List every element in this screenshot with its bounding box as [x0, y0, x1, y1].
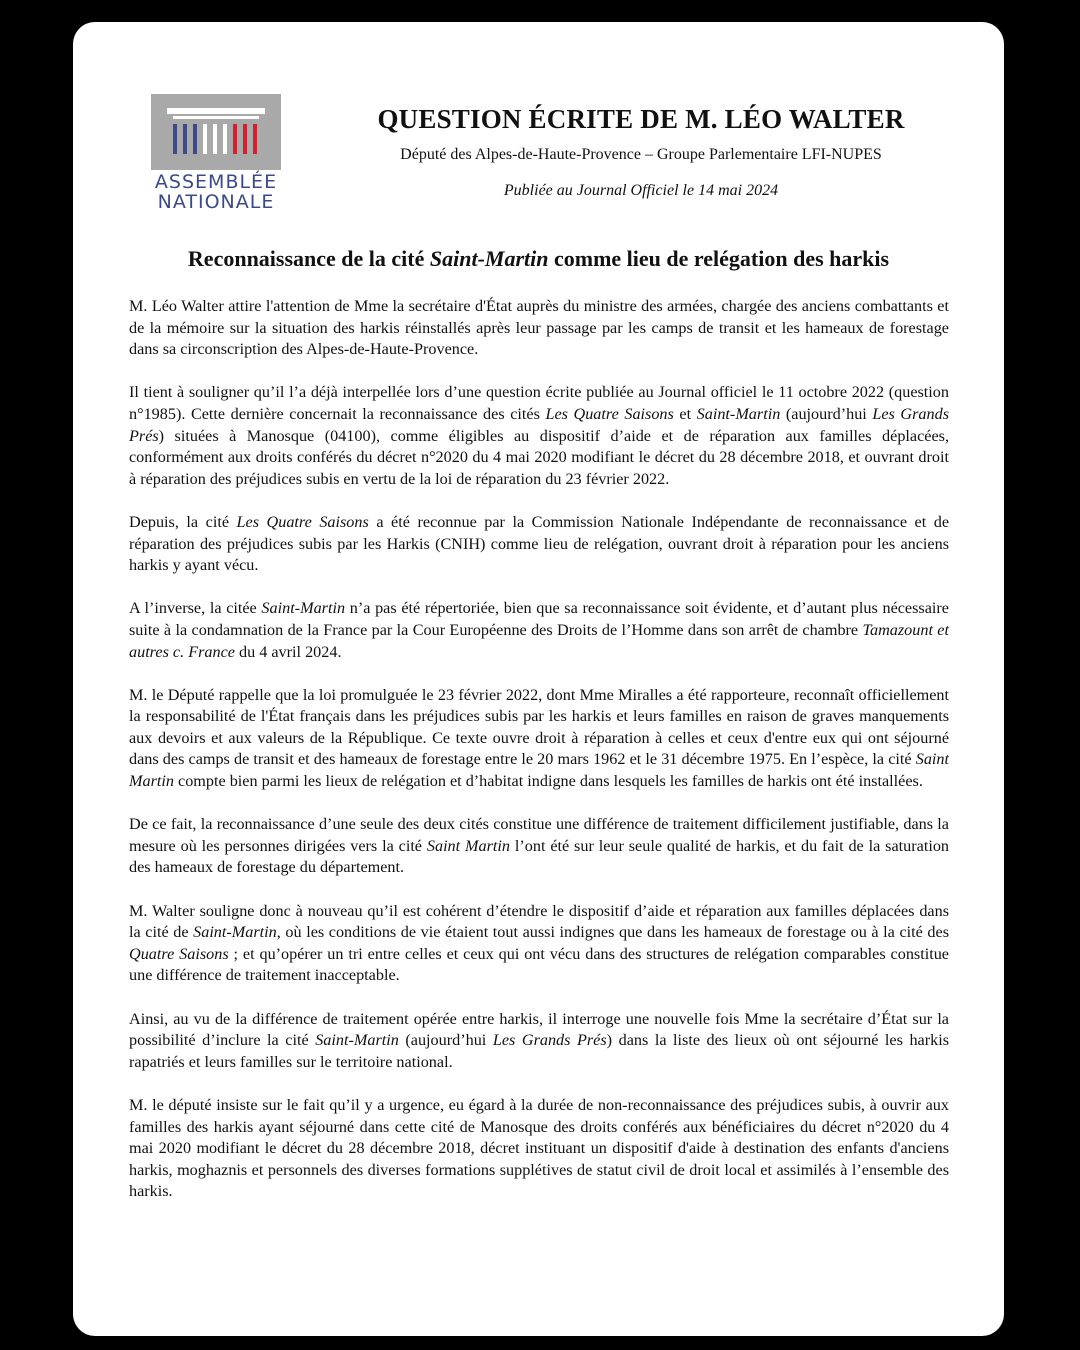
text: (aujourd’hui: [398, 1031, 493, 1050]
paragraph-1: [129, 296, 949, 361]
italic-text: Quatre Saisons: [129, 944, 229, 963]
paragraph-8: [129, 1009, 949, 1074]
header-title: QUESTION ÉCRITE DE M. LÉO WALTER: [377, 104, 905, 134]
text: du 4 avril 2024.: [234, 642, 342, 661]
text: (aujourd’hui: [780, 404, 873, 423]
hemicycle-icon: [151, 94, 281, 170]
text: M. Walter souligne donc à nouveau qu’il est cohérent d’étendre le dispositif d’aide et réparation aux familles déplacées dans la cité de: [129, 901, 949, 942]
paragraph-9: [129, 1095, 949, 1203]
text: et: [673, 404, 697, 423]
logo-text: [151, 172, 281, 212]
italic-text: Saint-Martin: [315, 1031, 399, 1050]
text: Il tient à souligner qu’il l’a déjà interpellée lors d’une question écrite publiée au Journal officiel le 11 octobre 2022 (question n°1985). Cette dernière concernait la reconnaissance des cités: [129, 383, 949, 423]
text: compte bien parmi les lieux de relégation et d’habitat indigne dans lesquels les familles de harkis ont été installées.: [173, 772, 923, 791]
paragraph-7: [129, 901, 949, 987]
paragraph-6: [129, 814, 949, 879]
publication-date: Publiée au Journal Officiel le 14 mai 2024: [503, 182, 779, 199]
text: A l’inverse, la citée: [129, 599, 262, 618]
document-body: [129, 296, 949, 1225]
logo-line-1: ASSEMBLÉE: [154, 171, 278, 193]
text: De ce fait, la reconnaissance d’une seule des deux cités constitue une différence de traitement difficilement justifiable, dans la mesure où les personnes dirigées vers la cité: [129, 815, 949, 855]
text: M. Léo Walter attire l'attention de Mme la secrétaire d'État auprès du ministre des armées, chargée des anciens combattants et de la mémoire sur la situation des harkis réinstallés après leur passage par les camps de transit et les hameaux de forestage dans sa circonscription des Alpes-de-Haute-Provence.: [129, 297, 949, 359]
text: Ainsi, au vu de la différence de traitement opérée entre harkis, il interroge une nouvelle fois Mme la secrétaire d’État sur la possibilité d’inclure la cité: [129, 1009, 949, 1050]
document-title: [123, 246, 954, 272]
paragraph-4: [129, 598, 949, 663]
paragraph-3: [129, 512, 949, 577]
italic-text: Les Grands Prés: [129, 404, 949, 445]
italic-text: Saint-Martin: [261, 599, 346, 618]
text: ; et qu’opérer un tri entre celles et ceux qui ont vécu dans des structures de relégation comparables constitue une différence de traitement inacceptable.: [129, 944, 949, 985]
title-text-2: comme lieu de relégation des harkis: [548, 246, 890, 271]
italic-text: Les Quatre Saisons: [236, 512, 369, 531]
text: a été reconnue par la Commission Nationale Indépendante de reconnaissance et de réparation des préjudices subis par les Harkis (CNIH) comme lieu de relégation, ouvrant droit à réparation pour les anciens harkis y ayant vécu.: [129, 512, 950, 575]
header-subtitle: Député des Alpes-de-Haute-Provence – Groupe Parlementaire LFI-NUPES: [400, 146, 882, 163]
text: M. le Député rappelle que la loi promulguée le 23 février 2022, dont Mme Miralles a été rapporteure, reconnaît officiellement la responsabilité de l'État français dans les préjudices subis par les harkis et leurs familles en raison de graves manquements aux devoirs et aux valeurs de la République. Ce texte ouvre droit à réparation à celles et ceux d'entre eux qui ont séjourné dans des camps de transit et des hameaux de forestage entre le 20 mars 1962 et le 31 décembre 1975. En l’espèce, la cité: [129, 685, 949, 769]
italic-text: Saint Martin: [426, 836, 510, 855]
title-text-1: Reconnaissance de la cité: [187, 246, 430, 271]
text: n’a pas été répertoriée, bien que sa reconnaissance soit évidente, et d’autant plus nécessaire suite à la condamnation de la France par la Cour Européenne des Droits de l’Homme dans son arrêt de chambre: [129, 599, 949, 639]
text: Depuis, la cité: [129, 512, 237, 531]
text: M. le député insiste sur le fait qu’il y a urgence, eu égard à la durée de non-reconnaissance des préjudices subis, à ouvrir aux familles des harkis ayant séjourné dans cette cité de Manosque des droits conférés aux bénéficiaires du décret n°2020 du 4 mai 2020 modifiant le décret du 28 décembre 2018, décret instituant un dispositif d'aide à destination des enfants d'anciens harkis, moghaznis et personnels des diverses formations supplétives de statut civil de droit local et assimilés à l’ensemble des harkis.: [129, 1095, 949, 1201]
italic-text: Saint-Martin: [696, 404, 781, 423]
italic-text: Tamazount et autres c. France: [129, 620, 949, 661]
paragraph-5: [129, 685, 949, 793]
italic-text: Les Grands Prés: [492, 1031, 607, 1050]
logo-line-2: NATIONALE: [157, 191, 275, 213]
document-card: [73, 22, 1004, 1336]
text: ) dans la liste des lieux où ont séjourné les harkis rapatriés et leurs familles sur le territoire national.: [129, 1031, 950, 1071]
italic-text: Les Quatre Saisons: [545, 404, 674, 423]
title-italic: Saint-Martin: [429, 246, 549, 271]
assemblee-nationale-logo: [151, 94, 281, 213]
text: ) situées à Manosque (04100), comme éligibles au dispositif d’aide et de réparation aux familles déplacées, conformément aux droits conférés du décret n°2020 du 4 mai 2020 modifiant le décret du 28 décembre 2018, et ouvrant droit à réparation des préjudices subis en vertu de la loi de réparation du 23 février 2022.: [129, 426, 949, 488]
paragraph-2: [129, 382, 949, 490]
text: l’ont été sur leur seule qualité de harkis, et du fait de la saturation des hameaux de forestage du département.: [129, 836, 950, 877]
italic-text: Saint-Martin: [193, 923, 277, 942]
text: , où les conditions de vie étaient tout aussi indignes que dans les hameaux de forestage ou à la cité des: [276, 923, 949, 942]
italic-text: Saint Martin: [129, 750, 949, 791]
